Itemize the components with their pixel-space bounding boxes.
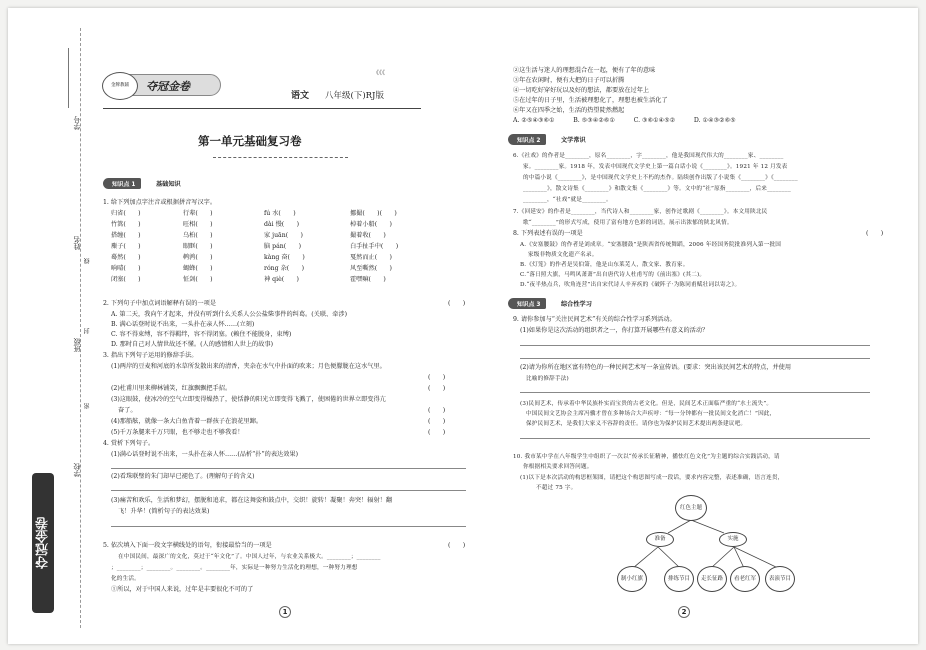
q3-stem: 3. 指出下列句子运用的修辞手法。 <box>103 352 198 359</box>
grid-cell: 家 juān( ) <box>264 232 303 239</box>
q2-opt-d: D. 那时自己对人情世故还不懂。(人的感情和人世上的故事) <box>111 341 274 348</box>
mindmap-implement: 实施 <box>719 532 747 547</box>
grade-label: 八年级(下)RJ版 <box>325 91 384 101</box>
q2-paren: ( ) <box>448 300 466 307</box>
q5-opt-5: ⑤在过年的日子里，生活被理想化了，理想也被生活化了 <box>513 97 668 104</box>
q5-choices: A. ②⑤④③⑥① B. ⑤③④②⑥① C. ③⑥①④⑤② D. ①④③②⑥⑤ <box>513 117 736 124</box>
grid-cell: 撮着收( ) <box>350 232 386 239</box>
exam-sheet <box>8 8 918 644</box>
kp1-badge: 知识点 1 <box>103 178 141 189</box>
page-number-2: 2 <box>678 606 690 618</box>
grid-cell: 蝎蜂( ) <box>183 265 213 272</box>
q3-paren-1: ( ) <box>428 374 446 381</box>
q8-opt-b: B.《灯笼》的作者是吴伯箫，他是山东莱芜人，散文家、教育家。 <box>520 262 689 268</box>
q9-part-3b: 中国民间文艺协会主席冯骥才曾在多种场合大声疾呼：“每一分钟都有一批民间文化消亡！”因此， <box>526 411 776 417</box>
mindmap-leaf-1: 制小红旗 <box>617 566 647 592</box>
q9-part-2: (2)请为你所在地区富有特色的一种民间艺术写一条宣传语。(要求：突出该民间艺术的特点，并使用 <box>520 364 792 371</box>
q9-part-2b: 比喻的修辞手法) <box>526 376 569 382</box>
q5-opt-2: ②这生活与迷人的理想混合在一起，便有了年的意味 <box>513 67 656 74</box>
q7-line-1: 7.《回延安》的作者是________，当代诗人和________家，创作过歌剧《________》。本文用陕北民 <box>513 209 768 215</box>
grid-cell: 归省( ) <box>111 210 141 217</box>
kp3-badge: 知识点 3 <box>508 298 546 309</box>
grid-cell: 搭缠( ) <box>111 232 141 239</box>
grid-cell: 竹篙( ) <box>111 221 141 228</box>
q6-line-5: ________，“社戏”就是________。 <box>523 197 612 203</box>
grid-cell: 麇子( ) <box>111 243 141 250</box>
q10-stem-b: 你根据相关要求回答问题。 <box>523 464 593 470</box>
q2-opt-c: C. 容不得束缚，容不得羁绊，容不得闭塞。(赖住不能脱身，束缚) <box>111 331 292 338</box>
q3-item-4: (4)那船舷，就像一条大白鱼背着一群孩子在浪花里蹿。 <box>111 418 263 425</box>
q6-line-3: 的中篇小说《________》，是中国现代文学史上不朽的杰作。陆续创作出版了小说集《________》《________ <box>523 175 798 181</box>
q9-part-3: (3)民间艺术，传承着中华民族朴实而宝贵的古老文化。但是，民间艺术正面临严重的“水土流失”。 <box>520 401 773 407</box>
kp1-title: 基础知识 <box>156 181 181 188</box>
grid-cell: 行辈( ) <box>183 210 213 217</box>
class-label: 班级 <box>73 338 81 352</box>
grid-cell: 蓦然( ) <box>111 254 141 261</box>
grid-cell: 鹌鹑( ) <box>183 254 213 261</box>
grid-cell: 旺相( ) <box>183 221 213 228</box>
q4-stem: 4. 赏析下列句子。 <box>103 440 155 447</box>
q4-item-2: (2)看珠联璧的朱门却早已褪色了。(理解句子的含义) <box>111 473 255 480</box>
q3-item-1: (1)两岸的豆麦和河底的水草所发散出来的清香，夹杂在水气中扑面的吹来；月色便朦胧在这水气里。 <box>111 363 386 370</box>
q5-text-2: ；________；________。________。________年，实际是一种努力生活化的理想，一种努力理想 <box>111 565 358 571</box>
kp3-title: 综合性学习 <box>561 301 592 308</box>
q3-item-5: (5)千万条腿来千万只眼，也不够走也不够我看！ <box>111 429 244 436</box>
q9-part-1: (1)如果你是这次活动的组织者之一，你打算开展哪些有意义的活动？ <box>520 327 709 334</box>
grid-cell: dài 慢( ) <box>264 221 299 228</box>
grid-cell: 白手扯手中( ) <box>350 243 399 250</box>
student-id-label: 学号 <box>73 116 81 130</box>
q6-line-4: ________》，散文诗集《________》和散文集《________》等。文中的“社”原指________，后来________ <box>523 186 792 192</box>
q5-text-3: 化的生活。 <box>111 576 140 582</box>
grid-cell: 棹着小船( ) <box>350 221 392 228</box>
q8-opt-c: C.“落日照大旗，马鸣风萧萧”出自唐代诗人杜甫写的《前出塞》(其二)。 <box>520 272 706 278</box>
mind-map-lines <box>8 8 918 644</box>
q4-item-3: (3)痛苦和欢乐，生活和梦幻，摆脱和追求，都在这舞姿和鼓点中，交织！旋转！凝聚！奔突！辐射！翻 <box>111 497 393 504</box>
q7-line-2: 歌“________”的形式写成，使用了富有地方色彩的词语，展示出浓郁的陕北风情。 <box>523 220 733 226</box>
mindmap-leaf-5: 表演节目 <box>765 566 795 592</box>
subject-label: 语文 <box>291 91 310 101</box>
grid-cell: 乌桕( ) <box>183 232 213 239</box>
mindmap-prepare: 准备 <box>646 532 674 547</box>
grid-cell: 闭塞( ) <box>111 276 141 283</box>
q9-part-3c: 保护民间艺术，是我们大家义不容辞的责任。请你也为保护民间艺术提出两条建议吧。 <box>526 421 747 427</box>
seal-line-char: 线 <box>84 258 91 264</box>
q3-paren-3: ( ) <box>428 407 446 414</box>
mindmap-leaf-2: 排练节目 <box>664 566 694 592</box>
q9-stem: 9. 请你参加与“关注民间艺术”有关的综合性学习系列活动。 <box>513 316 676 323</box>
seal-seal-char: 封 <box>84 328 91 334</box>
q10-part-1b: 不超过 75 字。 <box>536 485 577 491</box>
q6-line-1: 6.《社戏》的作者是________，原名________，字________，他是我国现代伟大的________家、________ <box>513 153 784 159</box>
q8-opt-d: D.“夜半热点兵，吹角连营”出自宋代诗人辛弃疾的《破阵子·为陈同甫赋壮词以寄之》。 <box>520 282 741 288</box>
q3-item-3b: 奋了。 <box>118 407 137 414</box>
q8-opt-a2: 家级非物质文化遗产名录。 <box>528 252 598 258</box>
grid-cell: 脑 pán( ) <box>264 243 301 250</box>
name-label: 姓名 <box>73 236 81 250</box>
q10-part-1: (1)以下是本次活动的构思框架图，请把这个构思图写成一段话，要求内容完整，表述准确，语言连贯， <box>520 475 784 481</box>
grid-cell: kàng 奋( ) <box>264 254 305 261</box>
kp2-title: 文学常识 <box>561 137 586 144</box>
grid-cell: 晌晴( ) <box>111 265 141 272</box>
brand-name: 夺冠金卷 <box>146 80 190 93</box>
q5-opt-4: ④一切吃好穿好玩以及好的想法，都要放在过年上 <box>513 87 650 94</box>
q5-opt-6: ⑥年又在四季之始，生活的热望陡然燃起 <box>513 107 625 114</box>
grid-cell: róng 杂( ) <box>264 265 304 272</box>
page-number-1: 1 <box>279 606 291 618</box>
side-brand-text: 夺冠金卷 <box>35 517 51 569</box>
grid-cell: 神 qiè( ) <box>264 276 299 283</box>
q8-paren: ( ) <box>866 230 884 237</box>
q4-item-3b: 飞！升华！(简析句子的表达效果) <box>118 508 210 515</box>
grid-cell: 挪撮( )( ) <box>350 210 397 217</box>
grid-cell: 怔剑( ) <box>183 276 213 283</box>
q4-item-1: (1)满心话登时说不出来，一头扑在亲人怀……(品析“扑”的表达效果) <box>111 451 298 458</box>
mindmap-leaf-3: 走长征路 <box>697 566 727 592</box>
q6-line-2: 家。________家。1918 年，发表中国现代文学史上第一篇白话小说《________》。1921 年 12 月发表 <box>523 164 788 170</box>
grid-cell: 风至嘶然( ) <box>350 265 392 272</box>
q2-stem: 2. 下列句子中加点词语解释有误的一项是 <box>103 300 217 307</box>
q5-stem: 5. 依次填入下面一段文字横线处的语句，衔接最恰当的一项是 <box>103 542 272 549</box>
header-mark: 《《《 <box>373 70 386 77</box>
seal-dense-char: 密 <box>84 403 91 409</box>
q2-opt-b: B. 满心话登时说不出来，一头扑在亲人怀……(立刻) <box>111 321 255 328</box>
q3-paren-2: ( ) <box>428 385 446 392</box>
kp2-badge: 知识点 2 <box>508 134 546 145</box>
q5-opt-3: ③年在农闲时，便有大把的日子可以折腾 <box>513 77 625 84</box>
q3-paren-4: ( ) <box>428 418 446 425</box>
grid-cell: fú 水( ) <box>264 210 296 217</box>
page-title: 第一单元基础复习卷 <box>198 134 302 148</box>
q3-paren-5: ( ) <box>428 429 446 436</box>
q2-opt-a: A. 第二天，我向午才起来，并没有听到什么关系人公公盐柴事件的纠葛。(关联、牵涉) <box>111 311 347 318</box>
q1-stem: 1. 给下列加点字注音或根据拼音写汉字。 <box>103 199 217 206</box>
q10-stem: 10. 我市某中学在八年级学生中组织了一次以“传承长征精神，播怯红色文化”为主题的综合实践活动，请 <box>513 454 780 460</box>
q3-item-2: (2)杜甫川里来柳林铺笑，红旗飘飘把手招。 <box>111 385 232 392</box>
q8-stem: 8. 下列表述有误的一项是 <box>513 230 583 237</box>
q3-item-3: (3)这眼鼓，使冰冷的空气立即变得燥热了，使恬静的阳光立即变得飞溅了，使困倦的世界立即变得亢 <box>111 396 386 403</box>
grid-cell: 霍嘿嘛( ) <box>350 276 386 283</box>
brand-sub: 金牌教辅 <box>102 72 138 100</box>
mindmap-leaf-4: 看老红军 <box>730 566 760 592</box>
grid-cell: 戛然而止( ) <box>350 254 392 261</box>
q5-paren: ( ) <box>448 542 466 549</box>
school-label: 学校 <box>73 463 81 477</box>
q5-opt-1: ①所以，对于中国人来说，过年是丰要很化不可的了 <box>111 586 254 593</box>
q5-text-1: 在中国民间，最深广的文化，莫过于“年文化”了。中国人过年，与农业关系极大。________；________ <box>118 554 381 560</box>
q8-opt-a: A.《安塞腰鼓》的作者是刘成章。“安塞腰鼓”是陕西省传统舞蹈，2006 年经国务院批准列入第一批国 <box>520 242 782 248</box>
grid-cell: 眼眶( ) <box>183 243 213 250</box>
mindmap-center: 红色主题 <box>675 495 707 521</box>
